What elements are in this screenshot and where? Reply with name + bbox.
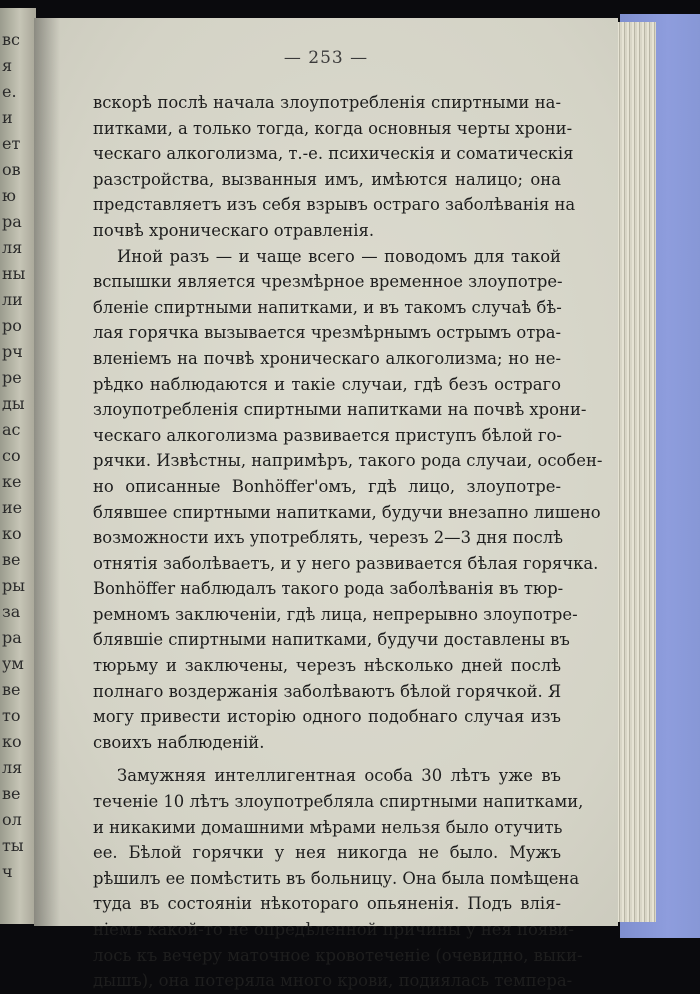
left-page-fragment: ол — [2, 810, 22, 829]
left-page-fragment: ры — [2, 576, 25, 595]
text-line: дышъ), она потеряла много крови, подиялась темпера- — [93, 971, 573, 991]
left-page-fragment: ет — [2, 134, 21, 153]
text-line: тюрьму и заключены, черезъ нѣсколько дней послѣ — [93, 656, 561, 676]
text-line: могу привести исторію одного подобнаго случая изъ — [93, 707, 561, 727]
text-line: отнятія заболѣваетъ, и у него развивается бѣлая горячка. — [93, 553, 599, 573]
text-line: теченіе 10 лѣтъ злоупотребляла спиртными напитками, — [93, 792, 584, 812]
page-text — [93, 90, 603, 994]
text-line: питками, а только тогда, когда основныя черты хрони- — [93, 118, 573, 138]
left-page-fragment: ке — [2, 472, 22, 491]
page-stack-edges — [612, 22, 656, 922]
text-line: ніемъ какой-то не опредѣленной причины у нея появи- — [93, 920, 574, 939]
text-line: и никакими домашними мѣрами нельзя было отучить — [93, 817, 563, 837]
left-page-fragment: и — [2, 108, 13, 127]
text-line: почвѣ хроническаго отравленія. — [93, 220, 375, 240]
text-line: вленіемъ на почвѣ хроническаго алкоголизма; но не- — [93, 348, 561, 368]
text-line: но описанные Bonhöffer'омъ, гдѣ лицо, злоупотре- — [93, 476, 561, 496]
text-line: ческаго алкоголизма, т.-е. психическія и соматическія — [93, 144, 574, 164]
left-page-fragment: ды — [2, 394, 25, 413]
left-page-fragment: ре — [2, 368, 22, 387]
text-line: полнаго воздержанія заболѣваютъ бѣлой горячкой. Я — [93, 681, 562, 701]
left-page-fragment: ли — [2, 290, 23, 309]
text-line: ремномъ заключеніи, гдѣ лица, непрерывно злоупотре- — [93, 604, 578, 624]
text-line: ее. Бѣлой горячки у нея никогда не было. Мужъ — [93, 843, 561, 863]
gutter-shadow — [34, 18, 60, 926]
left-page-fragment: е. — [2, 82, 17, 101]
left-page-fragment: ра — [2, 212, 22, 231]
text-line: вскорѣ послѣ начала злоупотребленія спиртными на- — [93, 93, 561, 112]
left-page-fragment: ля — [2, 238, 23, 257]
left-page-fragment: ю — [2, 186, 16, 205]
left-page-fragment: ие — [2, 498, 23, 517]
left-page-fragment: ум — [2, 654, 24, 673]
text-line: лось къ вечеру маточное кровотеченіе (очевидно, выки- — [93, 945, 583, 965]
left-page-fragment: ты — [2, 836, 24, 855]
text-line: своихъ наблюденій. — [93, 732, 265, 752]
left-page-fragment: я — [2, 56, 13, 75]
text-line: рѣдко наблюдаются и такіе случаи, гдѣ безъ остраго — [93, 374, 561, 394]
left-page-fragment: вс — [2, 30, 20, 49]
text-line: представляетъ изъ себя взрывъ остраго заболѣванія на — [93, 195, 576, 215]
text-line: лая горячка вызывается чрезмѣрнымъ острымъ отра- — [93, 323, 562, 343]
left-page-fragment: то — [2, 706, 21, 725]
text-line: ческаго алкоголизма развивается приступъ бѣлой го- — [93, 425, 562, 445]
text-line: Bonhöffer наблюдалъ такого рода заболѣванія въ тюр- — [93, 579, 564, 599]
left-page-fragment: ля — [2, 758, 23, 777]
left-page-fragment: рч — [2, 342, 23, 361]
left-page-fragment: ве — [2, 550, 21, 569]
left-page-fragment: ч — [2, 862, 13, 881]
page-number: — 253 — — [283, 48, 369, 68]
left-page-fragment: ве — [2, 680, 21, 699]
left-page-fragment: за — [2, 602, 21, 621]
left-page-fragment: ны — [2, 264, 26, 283]
left-page-edge — [0, 8, 36, 924]
left-page-fragment: ве — [2, 784, 21, 803]
left-page-fragment: ов — [2, 160, 21, 179]
left-page-fragment: со — [2, 446, 21, 465]
text-line: туда въ состояніи нѣкотораго опьяненія. Подъ влія- — [93, 894, 561, 914]
text-line: разстройства, вызванныя имъ, имѣются налицо; она — [93, 169, 561, 189]
text-line: блявшее спиртными напитками, будучи внезапно лишено — [93, 502, 601, 522]
left-page-fragment: ра — [2, 628, 22, 647]
text-line: рячки. Извѣстны, напримѣръ, такого рода случаи, особен- — [93, 451, 603, 471]
text-line: рѣшилъ ее помѣстить въ больницу. Она была помѣщена — [93, 868, 580, 888]
text-line: бленіе спиртными напитками, и въ такомъ случаѣ бѣ- — [93, 297, 562, 317]
text-line: злоупотребленія спиртными напитками на почвѣ хрони- — [93, 400, 587, 420]
left-page-fragment: ко — [2, 732, 22, 751]
text-line: Замужняя интеллигентная особа 30 лѣтъ уже въ — [117, 766, 561, 786]
left-page-fragment: ко — [2, 524, 22, 543]
text-line: блявшіе спиртными напитками, будучи доставлены въ — [93, 630, 570, 650]
text-line: вспышки является чрезмѣрное временное злоупотре- — [93, 272, 563, 292]
text-line: Иной разъ — и чаще всего — поводомъ для такой — [117, 246, 561, 266]
left-page-fragment: ро — [2, 316, 22, 335]
text-line: возможности ихъ употреблять, черезъ 2—3 дня послѣ — [93, 528, 564, 548]
left-page-fragment: ас — [2, 420, 21, 439]
